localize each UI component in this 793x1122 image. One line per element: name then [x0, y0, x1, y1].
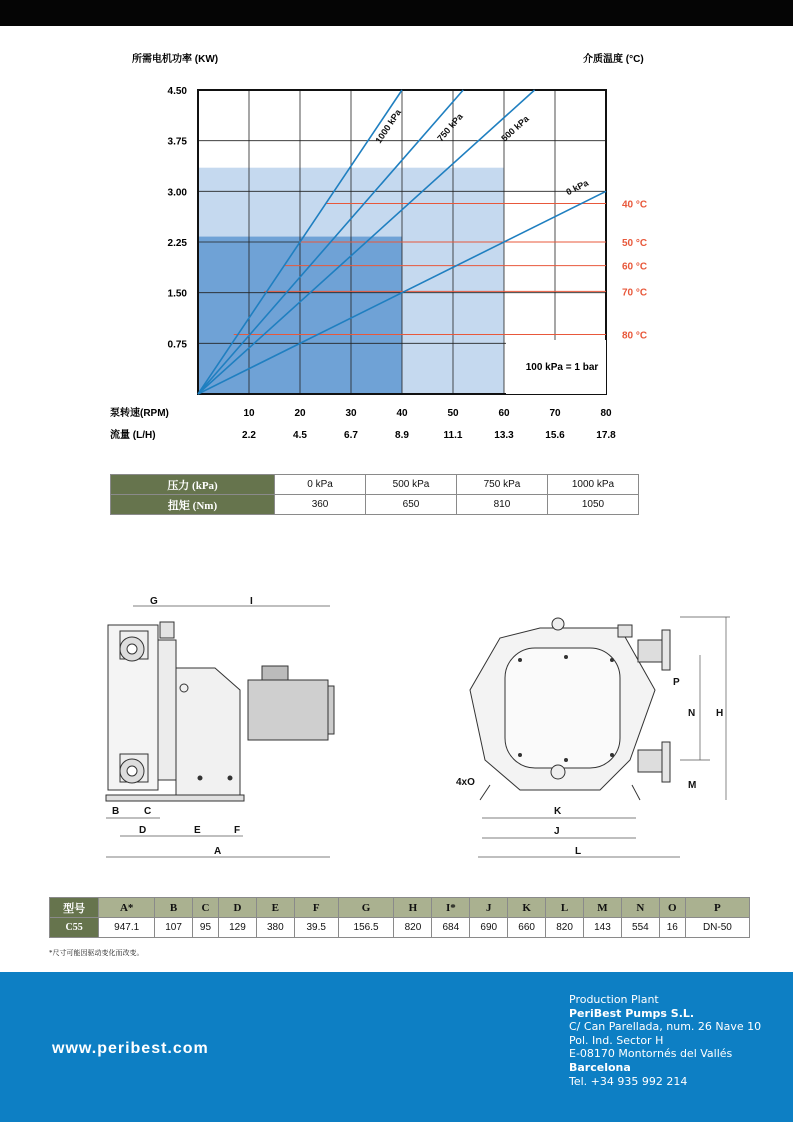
temperature-label: 50 °C — [622, 238, 648, 249]
series-label: 1000 kPa — [373, 107, 404, 146]
torque-cell: 1050 — [547, 495, 638, 515]
dimension-header-cell: D — [218, 898, 256, 918]
dim-label-m: M — [688, 780, 697, 791]
x-tick-label: 13.3 — [494, 430, 514, 441]
pressure-torque-table — [110, 474, 639, 515]
dimension-header-cell: I* — [432, 898, 470, 918]
dimension-value-cell: 16 — [659, 918, 685, 938]
series-label: 750 kPa — [435, 111, 465, 144]
dim-label-i: I — [250, 596, 253, 607]
x-tick-label: 50 — [447, 408, 459, 419]
x-tick-label: 2.2 — [242, 430, 256, 441]
dim-label-b: B — [112, 806, 120, 817]
y-tick-label: 3.00 — [167, 187, 187, 199]
address-phone: Tel. +34 935 992 214 — [569, 1074, 688, 1088]
y-axis-title: 所需电机功率 (KW) — [132, 54, 219, 65]
dim-label-h: H — [716, 708, 724, 719]
dimension-value-cell: 684 — [432, 918, 470, 938]
x-tick-label: 80 — [600, 408, 612, 419]
dimension-value-cell: 129 — [218, 918, 256, 938]
series-label: 500 kPa — [499, 113, 531, 144]
dimension-value-cell: C55 — [50, 918, 99, 938]
dimension-value-row — [50, 918, 750, 938]
pressure-cell: 750 kPa — [456, 475, 547, 495]
address-line: E-08170 Montornés del Vallés — [569, 1047, 733, 1061]
address-line: Pol. Ind. Sector H — [569, 1033, 664, 1047]
dimension-header-cell: M — [584, 898, 622, 918]
website-link[interactable]: www.peribest.com — [52, 1040, 209, 1057]
torque-header: 扭矩 (Nm) — [111, 495, 275, 515]
address-city: Barcelona — [569, 1060, 631, 1074]
pressure-cell: 500 kPa — [366, 475, 457, 495]
dim-label-l: L — [575, 846, 582, 857]
dimension-header-cell: K — [508, 898, 546, 918]
x-tick-label: 30 — [345, 408, 357, 419]
dim-label-f: F — [234, 825, 241, 836]
dimension-value-cell: 156.5 — [338, 918, 394, 938]
dim-label-4xo: 4xO — [456, 777, 475, 788]
footnote: *尺寸可能因驱动变化而改变。 — [49, 949, 144, 957]
dim-label-g: G — [150, 596, 158, 607]
dimension-header-cell: O — [659, 898, 685, 918]
y-tick-label: 1.50 — [167, 288, 187, 300]
dimension-header-cell: F — [294, 898, 338, 918]
dimension-value-cell: 660 — [508, 918, 546, 938]
x-tick-label: 6.7 — [344, 430, 358, 441]
x-tick-label: 15.6 — [545, 430, 565, 441]
temperature-label: 80 °C — [622, 330, 648, 342]
dimension-value-cell: DN-50 — [685, 918, 749, 938]
address-line: C/ Can Parellada, num. 26 Nave 10 — [569, 1020, 762, 1034]
y-tick-label: 2.25 — [167, 238, 187, 249]
y-tick-label: 4.50 — [167, 86, 187, 97]
dimension-header-cell: N — [621, 898, 659, 918]
dimension-value-cell: 95 — [193, 918, 219, 938]
temperature-label: 40 °C — [622, 199, 648, 211]
x-tick-label: 11.1 — [443, 430, 463, 441]
pressure-row — [111, 475, 639, 495]
torque-cell: 810 — [456, 495, 547, 515]
motor-body — [248, 680, 328, 740]
dimension-header-cell: J — [470, 898, 508, 918]
x-tick-label: 20 — [294, 408, 306, 419]
temperature-label: 60 °C — [622, 261, 648, 273]
pressure-cell: 1000 kPa — [547, 475, 638, 495]
y-tick-label: 3.75 — [167, 136, 187, 148]
address-line: Production Plant — [569, 993, 659, 1006]
x-tick-label: 8.9 — [395, 430, 409, 441]
x-tick-label: 60 — [498, 408, 510, 419]
dim-label-a: A — [214, 846, 222, 857]
dim-label-d: D — [139, 825, 147, 836]
dimension-header-cell: B — [155, 898, 193, 918]
dimension-header-cell: G — [338, 898, 394, 918]
company-name: PeriBest Pumps S.L. — [569, 1006, 695, 1020]
dimension-header-cell: A* — [99, 898, 155, 918]
dimension-value-cell: 820 — [394, 918, 432, 938]
dimension-header-cell: L — [546, 898, 584, 918]
torque-cell: 360 — [275, 495, 366, 515]
pressure-note: 100 kPa = 1 bar — [525, 362, 599, 373]
y-tick-label: 0.75 — [167, 339, 187, 351]
dimension-value-cell: 820 — [546, 918, 584, 938]
dim-label-n: N — [688, 708, 696, 719]
pump-dimension-drawing — [0, 590, 793, 870]
dimension-header-cell: H — [394, 898, 432, 918]
dimension-table — [49, 897, 750, 938]
x-tick-label: 17.8 — [596, 430, 616, 441]
dimension-value-cell: 39.5 — [294, 918, 338, 938]
dimension-value-cell: 947.1 — [99, 918, 155, 938]
dim-label-c: C — [144, 806, 152, 817]
dimension-header-cell: C — [193, 898, 219, 918]
torque-cell: 650 — [366, 495, 457, 515]
dimension-value-cell: 143 — [584, 918, 622, 938]
dimension-header-cell: 型号 — [50, 898, 99, 918]
temperature-label: 70 °C — [622, 287, 648, 299]
dim-label-e: E — [194, 825, 201, 836]
dimension-header-cell: E — [256, 898, 294, 918]
dimension-header-cell: P — [685, 898, 749, 918]
x-row-label: 泵转速(RPM) — [110, 408, 169, 419]
dim-label-j: J — [554, 826, 560, 837]
power-chart — [0, 40, 793, 450]
x-tick-label: 10 — [243, 408, 255, 419]
torque-row — [111, 495, 639, 515]
dimension-value-cell: 107 — [155, 918, 193, 938]
dimension-value-cell: 690 — [470, 918, 508, 938]
dimension-value-cell: 380 — [256, 918, 294, 938]
pressure-cell: 0 kPa — [275, 475, 366, 495]
x-tick-label: 4.5 — [293, 430, 307, 441]
address-block — [569, 993, 761, 1088]
series-label: 0 kPa — [564, 177, 590, 198]
temperature-axis-title: 介质温度 (°C) — [583, 54, 644, 65]
top-bar — [0, 0, 793, 26]
dim-label-k: K — [554, 806, 562, 817]
x-tick-label: 70 — [549, 408, 561, 419]
dimension-value-cell: 554 — [621, 918, 659, 938]
x-tick-label: 40 — [396, 408, 408, 419]
dimension-header-row — [50, 898, 750, 918]
pressure-header: 压力 (kPa) — [111, 475, 275, 495]
x-row-label: 流量 (L/H) — [110, 430, 156, 441]
dim-label-p: P — [673, 677, 680, 688]
